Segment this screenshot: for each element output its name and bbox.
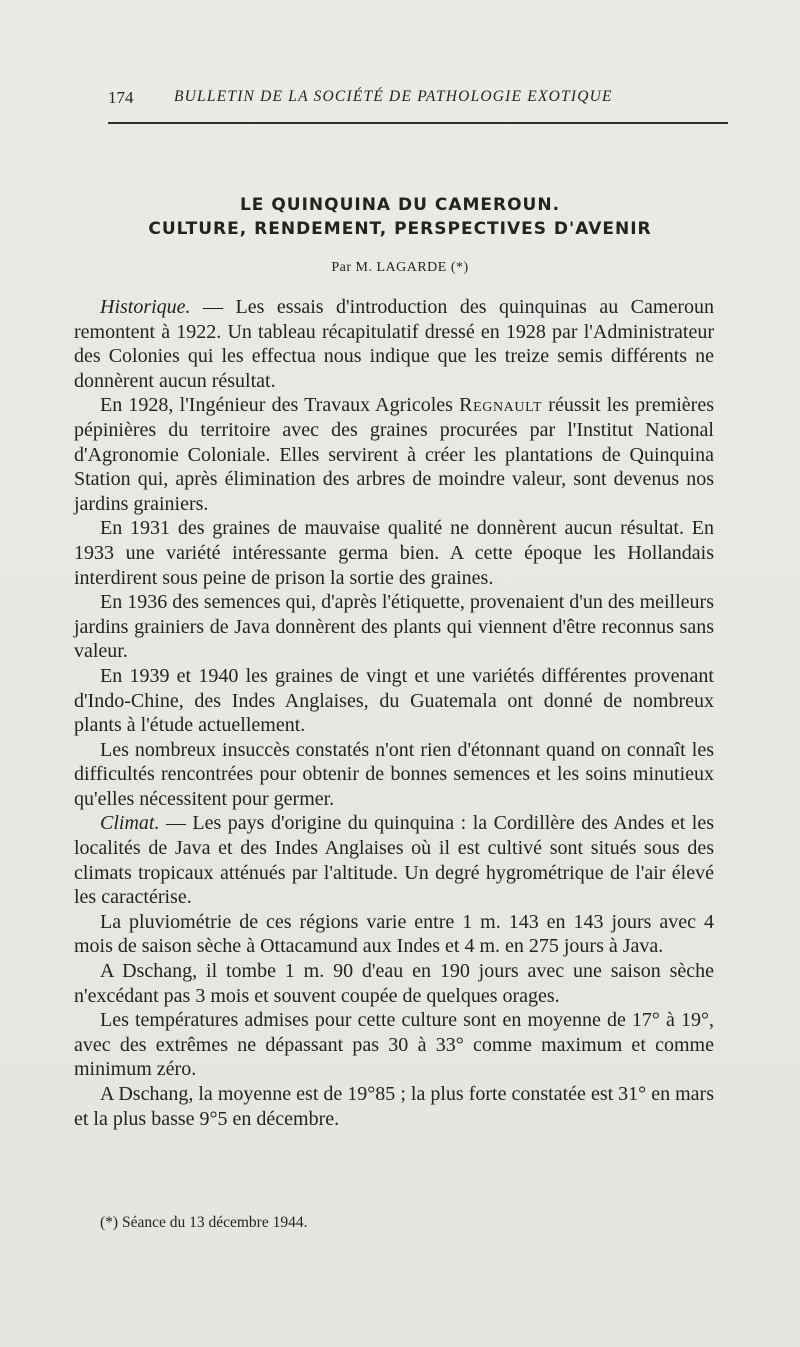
- article-title: [110, 193, 690, 241]
- paragraph-dschang-temperature: A Dschang, la moyenne est de 19°85 ; la plus forte constatée est 31° en mars et la plus basse 9°5 en décembre.: [74, 1083, 714, 1130]
- paragraph-historique: [74, 295, 714, 393]
- paragraph-text: — Les essais d'introduction des quinquinas au Cameroun remontent à 1922. Un tableau récapitulatif dressé en 1928 par l'Administrateur des Colonies qui les effectua nous indique que les treize semis différents ne donnèrent aucun résultat.: [74, 296, 714, 392]
- header-rule: [108, 122, 728, 124]
- article-title-line-1: LE QUINQUINA DU CAMEROUN.: [239, 195, 561, 215]
- journal-title: BULLETIN DE LA SOCIÉTÉ DE PATHOLOGIE EXOTIQUE: [174, 88, 613, 105]
- page-number: 174: [108, 88, 134, 107]
- paragraph-insucces: Les nombreux insuccès constatés n'ont rien d'étonnant quand on connaît les difficultés rencontrées pour obtenir de bonnes semences et les soins minutieux qu'elles nécessitent pour germer.: [74, 738, 714, 810]
- paragraph-pluviometrie: La pluviométrie de ces régions varie entre 1 m. 143 en 143 jours avec 4 mois de saison sèche à Ottacamund aux Indes et 4 m. en 275 jours à Java.: [74, 910, 714, 958]
- paragraph-1939: En 1939 et 1940 les graines de vingt et une variétés différentes provenant d'Indo-Chine, des Indes Anglaises, du Guatemala ont donné de nombreux plants à l'étude actuellement.: [74, 664, 714, 737]
- paragraph-climat: [74, 811, 714, 909]
- running-head: [108, 88, 728, 118]
- paragraph-dschang-pluie: A Dschang, il tombe 1 m. 90 d'eau en 190 jours avec une saison sèche n'excédant pas 3 mois et souvent coupée de quelques orages.: [74, 960, 714, 1007]
- article-body: [74, 295, 714, 1131]
- paragraph-text: En 1928, l'Ingénieur des Travaux Agricoles: [100, 394, 460, 417]
- person-name: Regnault: [459, 394, 543, 417]
- section-heading-climat: Climat.: [100, 812, 160, 835]
- paragraph-1931: En 1931 des graines de mauvaise qualité ne donnèrent aucun résultat. En 1933 une variété intéressante germa bien. A cette époque les Hollandais interdirent sous peine de prison la sortie des graines.: [74, 517, 714, 589]
- paragraph-1936: En 1936 des semences qui, d'après l'étiquette, provenaient d'un des meilleurs jardins grainiers de Java donnèrent des plants qui viennent d'être reconnus sans valeur.: [74, 591, 714, 663]
- paragraph-temperatures: Les températures admises pour cette culture sont en moyenne de 17° à 19°, avec des extrêmes ne dépassant pas 30 à 33° comme maximum et comme minimum zéro.: [74, 1009, 714, 1081]
- paragraph-text: réussit les premières pépinières du territoire avec des graines procurées par l'Institut National d'Agronomie Coloniale. Elles servirent à créer les plantations de Quinquina Station qui, après élimination des arbres de moindre valeur, sont devenus nos jardins grainiers.: [74, 394, 715, 515]
- article-title-line-2: CULTURE, RENDEMENT, PERSPECTIVES D'AVENIR: [148, 219, 652, 239]
- section-heading-historique: Historique.: [100, 296, 191, 318]
- paragraph-text: — Les pays d'origine du quinquina : la Cordillère des Andes et les localités de Java et des Indes Anglaises où il est cultivé sont situés sous des climats tropicaux atténués par l'altitude. Un degré hygrométrique de l'air élevé les caractérise.: [74, 812, 714, 909]
- paragraph-1928: [74, 393, 714, 516]
- footnote: (*) Séance du 13 décembre 1944.: [100, 1214, 308, 1231]
- author-byline: Par M. LAGARDE (*): [331, 260, 469, 275]
